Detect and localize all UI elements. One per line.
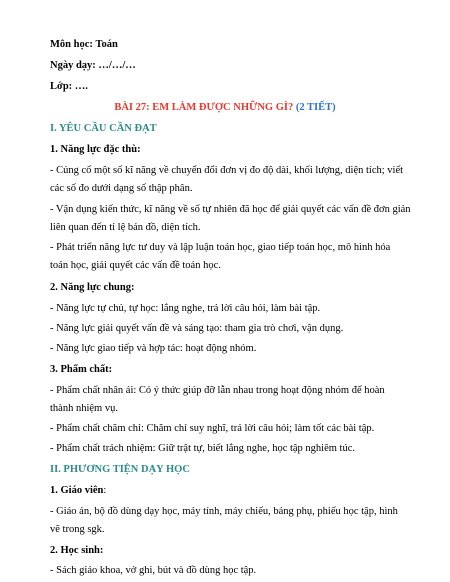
list-item: toán học, giải quyết các vấn đề toán học. bbox=[50, 260, 221, 271]
list-item: - Năng lực giao tiếp và hợp tác: hoạt động nhóm. bbox=[50, 343, 257, 354]
section-heading-teaching-aids: II. PHƯƠNG TIỆN DẠY HỌC bbox=[50, 464, 190, 475]
subheading-general-competency: 2. Năng lực chung: bbox=[50, 282, 135, 293]
subject-line bbox=[50, 38, 118, 52]
section-heading-requirements: I. YÊU CẦU CẦN ĐẠT bbox=[50, 123, 157, 134]
list-item: - Phẩm chất chăm chỉ: Chăm chỉ suy nghĩ, trả lời câu hỏi; làm tốt các bài tập. bbox=[50, 423, 375, 434]
date-value: …/…/… bbox=[98, 60, 136, 71]
subject-label: Môn học: bbox=[50, 39, 93, 50]
list-item: - Vận dụng kiến thức, kĩ năng về số tự nhiên đã học để giải quyết các vấn đề đơn giản bbox=[50, 204, 411, 215]
list-item: các số đo dưới dạng số thập phân. bbox=[50, 183, 193, 194]
class-value: …. bbox=[74, 81, 88, 92]
date-line bbox=[50, 59, 136, 73]
subheading-student: 2. Học sinh: bbox=[50, 545, 104, 556]
list-item: thành nhiệm vụ. bbox=[50, 403, 118, 414]
class-line bbox=[50, 80, 88, 94]
subject-value: Toán bbox=[95, 39, 118, 50]
list-item: vẽ trong sgk. bbox=[50, 524, 105, 535]
list-item: - Sách giáo khoa, vở ghi, bút và đồ dùng học tập. bbox=[50, 565, 257, 576]
list-item: - Phát triển năng lực tư duy và lập luận toán học, giao tiếp toán học, mô hình hóa bbox=[50, 242, 391, 253]
list-item: - Giáo án, bộ đồ dùng dạy học, máy tính, máy chiếu, bảng phụ, phiếu học tập, hình bbox=[50, 506, 398, 517]
lesson-title-text: BÀI 27: EM LÀM ĐƯỢC NHỮNG GÌ? bbox=[114, 102, 294, 113]
list-item: liên quan đến tỉ lệ bản đồ, diện tích. bbox=[50, 222, 201, 233]
subheading-specific-competency: 1. Năng lực đặc thù: bbox=[50, 144, 141, 155]
subheading-teacher bbox=[50, 484, 106, 498]
list-item: - Năng lực tự chủ, tự học: lắng nghe, trả lời câu hỏi, làm bài tập. bbox=[50, 303, 321, 314]
lesson-duration: (2 TIẾT) bbox=[295, 102, 336, 113]
date-label: Ngày dạy: bbox=[50, 60, 96, 71]
subheading-teacher-text: 1. Giáo viên bbox=[50, 485, 104, 496]
list-item: - Phẩm chất trách nhiệm: Giữ trật tự, biết lắng nghe, học tập nghiêm túc. bbox=[50, 443, 356, 454]
subheading-qualities: 3. Phẩm chất: bbox=[50, 364, 113, 375]
list-item: - Năng lực giải quyết vấn đề và sáng tạo: tham gia trò chơi, vận dụng. bbox=[50, 323, 344, 334]
lesson-title bbox=[0, 101, 450, 115]
list-item: - Phẩm chất nhân ái: Có ý thức giúp đỡ lẫn nhau trong hoạt động nhóm để hoàn bbox=[50, 385, 385, 396]
list-item: - Củng cố một số kĩ năng về chuyển đổi đơn vị đo độ dài, khối lượng, diện tích; viết bbox=[50, 165, 404, 176]
class-label: Lớp: bbox=[50, 81, 73, 92]
subheading-teacher-colon: : bbox=[103, 485, 107, 496]
